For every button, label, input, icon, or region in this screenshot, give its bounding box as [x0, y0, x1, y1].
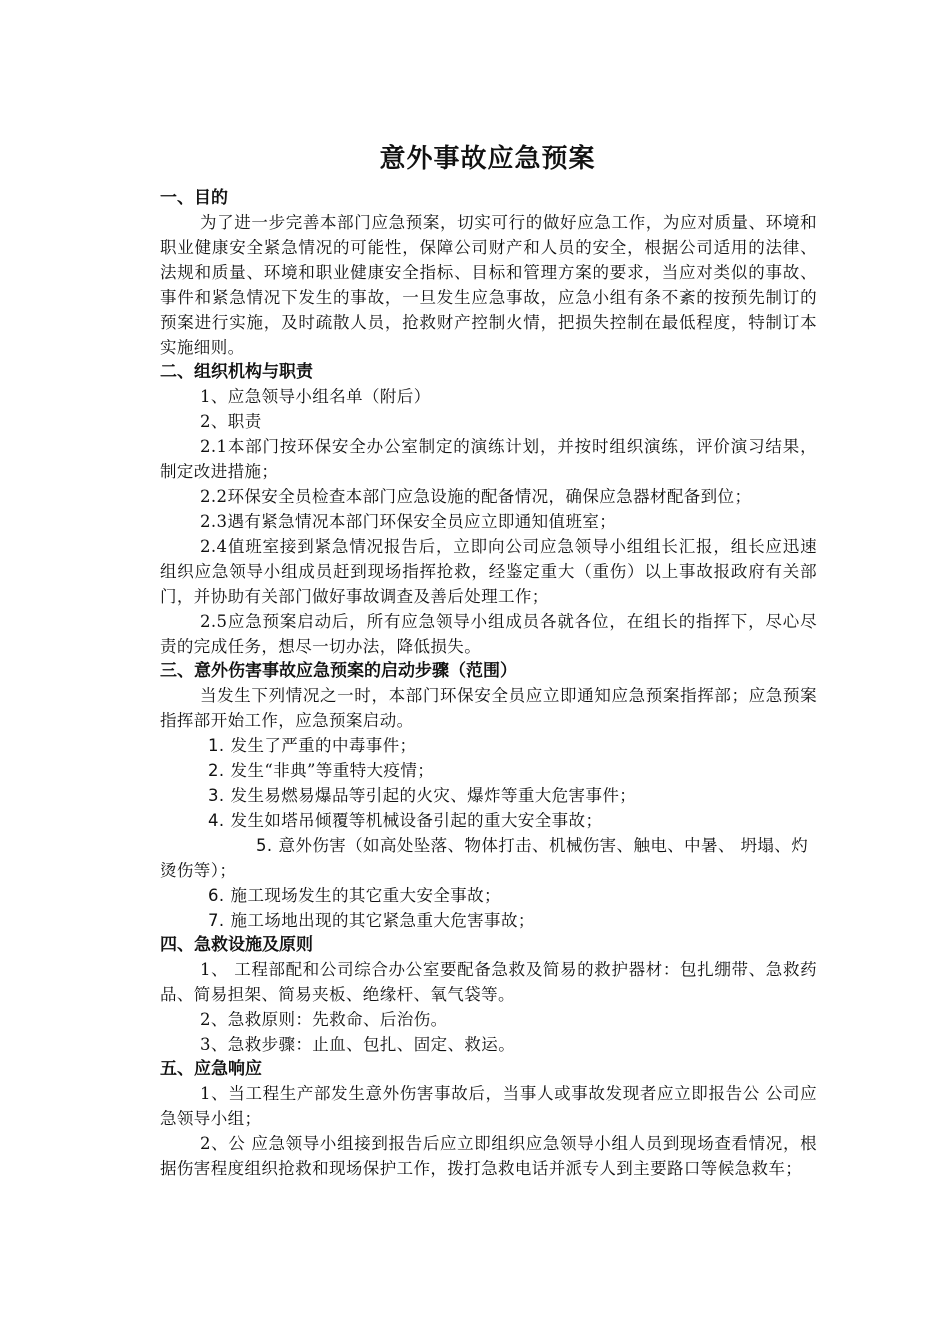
paragraph: 2.1本部门按环保安全办公室制定的演练计划，并按时组织演练，评价演习结果，制定改进措施； [160, 437, 817, 481]
list-text: 发生易燃易爆品等引起的火灾、爆炸等重大危害事件； [230, 786, 637, 805]
paragraph: 2.3遇有紧急情况本部门环保安全员应立即通知值班室； [200, 512, 617, 531]
list-item [160, 758, 817, 783]
list-text: 施工场地出现的其它紧急重大危害事故； [230, 911, 535, 930]
list-item [160, 908, 817, 933]
list-text: 发生如塔吊倾覆等机械设备引起的重大安全事故； [230, 811, 603, 830]
list-number: 5. [256, 836, 273, 855]
paragraph: 2.4值班室接到紧急情况报告后，立即向公司应急领导小组组长汇报，组长应迅速组织应急领导小组成员赶到现场指挥抢救，经鉴定重大（重伤）以上事故报政府有关部门，并协助有关部门做好事故调查及善后处理工作； [160, 537, 817, 606]
paragraph: 2.5应急预案启动后，所有应急领导小组成员各就各位，在组长的指挥下，尽心尽责的完成任务，想尽一切办法，降低损失。 [160, 612, 817, 656]
list-number: 7. [208, 911, 225, 930]
list-number: 1. [208, 736, 225, 755]
paragraph: 1、应急领导小组名单（附后） [200, 387, 431, 406]
list-number: 2. [208, 761, 225, 780]
paragraph: 3、急救步骤：止血、包扎、固定、救运。 [200, 1035, 516, 1054]
section-heading: 一、目的 [160, 188, 228, 208]
list-text: 施工现场发生的其它重大安全事故； [230, 886, 501, 905]
list-item [160, 783, 817, 808]
paragraph: 1、 工程部配和公司综合办公室要配备急救及简易的救护器材：包扎绷带、急救药品、简易担架、简易夹板、绝缘杆、氧气袋等。 [160, 960, 817, 1004]
section-heading: 四、急救设施及原则 [160, 935, 313, 955]
list-number: 3. [208, 786, 225, 805]
list-text: 发生“非典”等重特大疫情； [230, 761, 435, 780]
section-heading: 五、应急响应 [160, 1059, 262, 1079]
list-item [160, 883, 817, 908]
section-heading: 三、意外伤害事故应急预案的启动步骤（范围） [160, 661, 517, 681]
list-number: 6. [208, 886, 225, 905]
paragraph: 当发生下列情况之一时，本部门环保安全员应立即通知应急预案指挥部；应急预案指挥部开始工作，应急预案启动。 [160, 686, 817, 730]
paragraph: 为了进一步完善本部门应急预案，切实可行的做好应急工作，为应对质量、环境和职业健康安全紧急情况的可能性，保障公司财产和人员的安全，根据公司适用的法律、法规和质量、环境和职业健康安全指标、目标和管理方案的要求，当应对类似的事故、事件和紧急情况下发生的事故，一旦发生应急事故，应急小组有条不紊的按预先制订的预案进行实施，及时疏散人员，抢救财产控制火情，把损失控制在最低程度，特制订本实施细则。 [160, 213, 817, 357]
list-item [160, 808, 817, 833]
list-text: 意外伤害（如高处坠落、物体打击、机械伤害、触电、中暑、 坍塌、灼烫伤等）； [160, 836, 809, 880]
list-text: 发生了严重的中毒事件； [230, 736, 417, 755]
document-body [160, 186, 817, 1181]
list-item [160, 833, 817, 883]
document-title: 意外事故应急预案 [379, 144, 596, 174]
paragraph: 2、职责 [200, 412, 262, 431]
paragraph: 1、当工程生产部发生意外伤害事故后，当事人或事故发现者应立即报告公 公司应急领导小组； [160, 1084, 817, 1128]
list-item [160, 733, 817, 758]
list-number: 4. [208, 811, 225, 830]
paragraph: 2、急救原则：先救命、后治伤。 [200, 1010, 448, 1029]
section-heading: 二、组织机构与职责 [160, 362, 313, 382]
paragraph: 2.2环保安全员检查本部门应急设施的配备情况，确保应急器材配备到位； [200, 487, 752, 506]
paragraph: 2、公 应急领导小组接到报告后应立即组织应急领导小组人员到现场查看情况，根据伤害程度组织抢救和现场保护工作，拨打急救电话并派专人到主要路口等候急救车； [160, 1134, 817, 1178]
